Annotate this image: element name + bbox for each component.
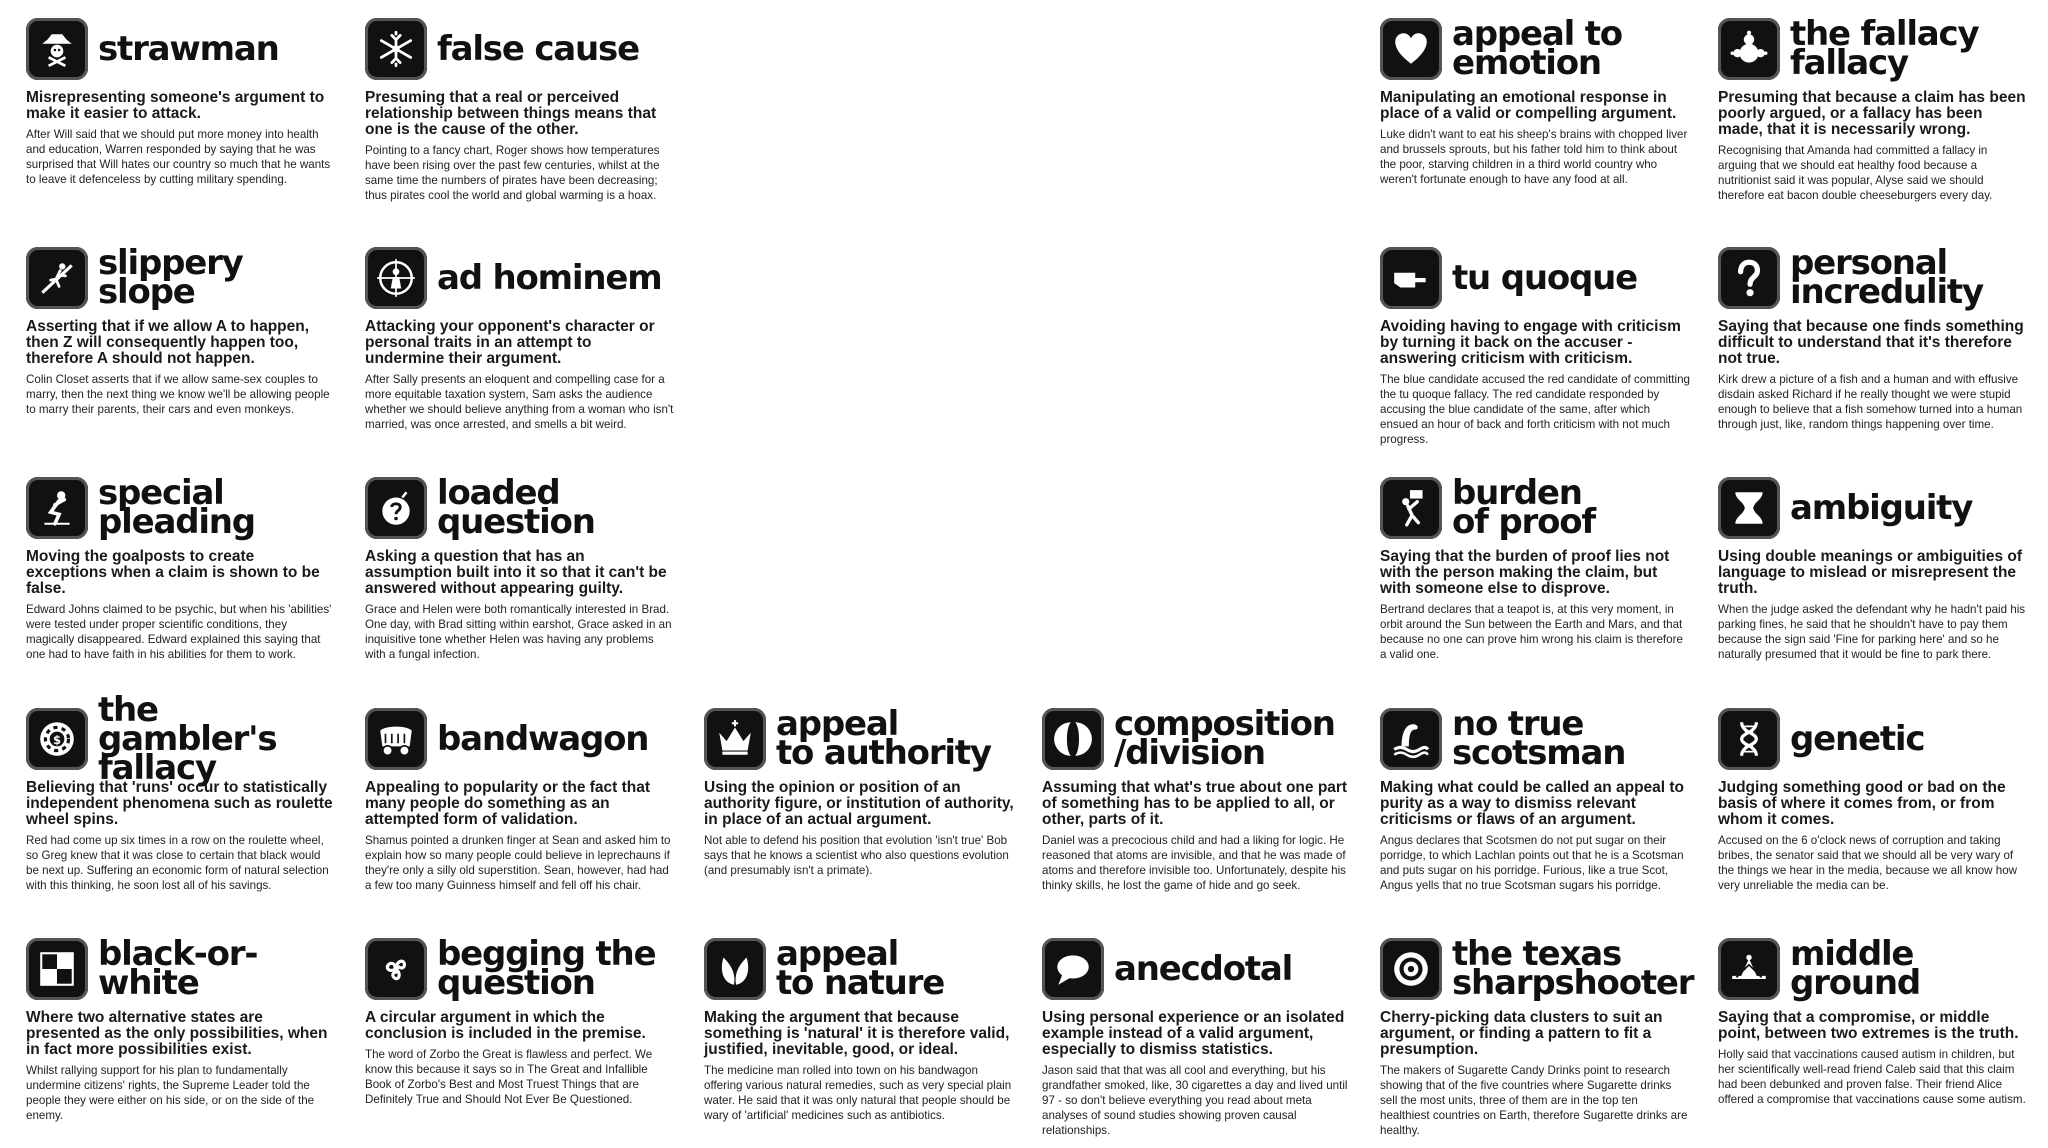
strawman-icon bbox=[26, 18, 88, 80]
dna-icon bbox=[1718, 708, 1780, 770]
fallacy-example: Bertrand declares that a teapot is, at this very moment, in orbit around the Sun between the Earth and Mars, and that because no one can prove him wrong his claim is therefore a valid one. bbox=[1380, 603, 1683, 661]
fallacy-title: slippery slope bbox=[98, 243, 243, 312]
fallacy-definition: Attacking your opponent's character or personal traits in an attempt to undermine their argument. bbox=[365, 318, 655, 367]
fallacy-title: tu quoque bbox=[1452, 257, 1637, 298]
fallacy-example: Recognising that Amanda had committed a fallacy in arguing that we should eat healthy food because a nutritionist said it was popular, Alyse said we should therefore eat bacon double cheeseburgers every day. bbox=[1718, 144, 1993, 202]
fallacy-definition: Making the argument that because something is 'natural' it is therefore valid, justified, inevitable, good, or ideal. bbox=[704, 1009, 1010, 1058]
svg-text:$: $ bbox=[52, 733, 62, 748]
fractal-icon bbox=[1718, 18, 1780, 80]
fallacy-example: Pointing to a fancy chart, Roger shows how temperatures have been rising over the past few centuries, whilst at the same time the numbers of pirates have been decreasing; thus pirates cool the world and global warming is a hoax. bbox=[365, 144, 660, 202]
fallacy-card-the-fallacy-fallacy bbox=[1718, 16, 2028, 203]
loch-ness-icon bbox=[1380, 708, 1442, 770]
crown-icon bbox=[704, 708, 766, 770]
fallacy-example: The blue candidate accused the red candidate of committing the tu quoque fallacy. The red candidate responded by accusing the blue candidate of the same, after which ensued an hour of back and forth criticism with not much progress. bbox=[1380, 373, 1691, 446]
fallacy-example: The makers of Sugarette Candy Drinks point to research showing that of the five countries where Sugarette drinks sell the most units, three of them are in the top ten healthiest countries on Earth, therefore Sugarette drinks are healthy. bbox=[1380, 1064, 1688, 1137]
fallacy-card-ambiguity bbox=[1718, 475, 2028, 662]
fallacy-title: begging the question bbox=[437, 934, 656, 1003]
wagon-icon bbox=[365, 708, 427, 770]
checker-icon bbox=[26, 938, 88, 1000]
fallacy-example: Jason said that that was all cool and everything, but his grandfather smoked, like, 30 cigarettes a day and lived until 97 - so don't believe everything you read about meta analyses of sound studies showing proven causal relationships. bbox=[1042, 1064, 1348, 1137]
speech-bubble-icon bbox=[1042, 938, 1104, 1000]
fallacy-example: Grace and Helen were both romantically interested in Brad. One day, with Brad sitting within earshot, Grace asked in an inquisitive tone whether Helen was having any problems with a fungal infection. bbox=[365, 603, 672, 661]
fallacy-title: no true scotsman bbox=[1452, 704, 1626, 773]
fallacy-card-the-texas-sharpshooter bbox=[1380, 934, 1694, 1138]
fallacy-title: anecdotal bbox=[1114, 948, 1293, 989]
fallacy-title: black-or-white bbox=[98, 934, 258, 1003]
pointing-hand-icon bbox=[1380, 247, 1442, 309]
fallacy-card-special-pleading bbox=[26, 475, 336, 662]
fallacy-title: strawman bbox=[98, 28, 279, 69]
fallacy-card-bandwagon bbox=[365, 706, 675, 893]
fallacy-definition: Making what could be called an appeal to purity as a way to dismiss relevant criticisms or flaws of an argument. bbox=[1380, 779, 1685, 828]
fallacy-title: bandwagon bbox=[437, 718, 649, 759]
fallacy-card-slippery-slope bbox=[26, 245, 336, 417]
fallacy-card-the-gamblers-fallacy bbox=[26, 689, 336, 893]
fallacy-title: loaded question bbox=[437, 473, 595, 542]
fallacy-definition: Asserting that if we allow A to happen, then Z will consequently happen too, therefore A should not happen. bbox=[26, 318, 310, 367]
fallacy-example: Daniel was a precocious child and had a liking for logic. He reasoned that atoms are invisible, and that he was made of atoms and therefore invisible too. Unfortunately, despite his thinky skills, he lost the game of hide and go seek. bbox=[1042, 834, 1346, 892]
fallacy-example: Colin Closet asserts that if we allow same-sex couples to marry, then the next thing we know we'll be allowing people to marry their parents, their cars and even monkeys. bbox=[26, 373, 330, 416]
fallacy-example: Angus declares that Scotsmen do not put sugar on their porridge, to which Lachlan points out that he is a Scotsman and puts sugar on his porridge. Furious, like a true Scot, Angus yells that no true Scotsman sugars his porridge. bbox=[1380, 834, 1684, 892]
fallacy-example: Accused on the 6 o'clock news of corruption and taking bribes, the senator said that we should all be very wary of the things we hear in the media, because we all know how very unreliable the media can be. bbox=[1718, 834, 2018, 892]
fallacy-definition: Using double meanings or ambiguities of language to mislead or misrepresent the truth. bbox=[1718, 548, 2022, 597]
triskelion-icon bbox=[365, 938, 427, 1000]
fallacy-definition: Asking a question that has an assumption built into it so that it can't be answered without appearing guilty. bbox=[365, 548, 667, 597]
fallacy-title: ad hominem bbox=[437, 257, 662, 298]
fallacy-example: Holly said that vaccinations caused autism in children, but her scientifically well-read friend Caleb said that this claim had been debunked and proven false. Their friend Alice offered a compromise that vaccinations cause some autism. bbox=[1718, 1048, 2026, 1106]
kneeling-figure-icon bbox=[26, 477, 88, 539]
fallacy-card-appeal-to-nature bbox=[704, 936, 1014, 1123]
fallacy-definition: Moving the goalposts to create exceptions when a claim is shown to be false. bbox=[26, 548, 320, 597]
fallacy-definition: Where two alternative states are presented as the only possibilities, when in fact more possibilities exist. bbox=[26, 1009, 328, 1058]
crosshair-icon bbox=[365, 247, 427, 309]
fallacy-title: personal incredulity bbox=[1790, 243, 1983, 312]
fallacy-definition: Saying that the burden of proof lies not with the person making the claim, but with someone else to disprove. bbox=[1380, 548, 1670, 597]
fallacy-definition: Assuming that what's true about one part of something has to be applied to all, or other, parts of it. bbox=[1042, 779, 1348, 828]
fallacy-card-personal-incredulity bbox=[1718, 245, 2028, 432]
fallacy-title: appeal to authority bbox=[776, 704, 991, 773]
fallacy-title: appeal to nature bbox=[776, 934, 945, 1003]
fallacy-card-black-or-white bbox=[26, 936, 336, 1123]
fallacy-card-appeal-to-authority bbox=[704, 706, 1014, 878]
slippery-slope-icon bbox=[26, 247, 88, 309]
fallacy-card-strawman bbox=[26, 16, 336, 187]
fallacy-definition: Manipulating an emotional response in place of a valid or compelling argument. bbox=[1380, 89, 1677, 122]
fallacy-example: After Sally presents an eloquent and compelling case for a more equitable taxation system, Sam asks the audience whether we should believe anything from a woman who isn't married, was once arrested, and smells a bit weird. bbox=[365, 373, 674, 431]
fallacy-example: Kirk drew a picture of a fish and a human and with effusive disdain asked Richard if he really thought we were stupid enough to believe that a fish somehow turned into a human through just, like, random things happening over time. bbox=[1718, 373, 2023, 431]
fallacy-card-ad-hominem bbox=[365, 245, 675, 432]
fallacy-example: Luke didn't want to eat his sheep's brains with chopped liver and brussels sprouts, but his father told him to think about the poor, starving children in a third world country who weren't fortunate enough to have any food at all. bbox=[1380, 128, 1688, 186]
fallacy-card-begging-the-question bbox=[365, 936, 675, 1107]
fallacy-card-genetic bbox=[1718, 706, 2028, 893]
fallacy-definition: Using personal experience or an isolated example instead of a valid argument, especially to dismiss statistics. bbox=[1042, 1009, 1345, 1058]
casino-chip-icon bbox=[26, 708, 88, 770]
fallacy-card-appeal-to-emotion bbox=[1380, 16, 1690, 187]
fallacy-card-tu-quoque bbox=[1380, 245, 1690, 447]
fallacy-title: burden of proof bbox=[1452, 473, 1596, 542]
leaf-icon bbox=[704, 938, 766, 1000]
fallacy-definition: Misrepresenting someone's argument to make it easier to attack. bbox=[26, 89, 325, 122]
fallacy-definition: Avoiding having to engage with criticism by turning it back on the accuser - answering criticism with criticism. bbox=[1380, 318, 1681, 367]
fallacy-title: appeal to emotion bbox=[1452, 14, 1622, 83]
fallacy-card-loaded-question bbox=[365, 475, 675, 662]
fallacy-card-no-true-scotsman bbox=[1380, 706, 1690, 893]
heart-icon bbox=[1380, 18, 1442, 80]
fallacy-example: The word of Zorbo the Great is flawless and perfect. We know this because it says so in The Great and Infallible Book of Zorbo's Best and Most Truest Things that are Definitely True and Should Not Ever Be Questioned. bbox=[365, 1048, 653, 1106]
fallacy-definition: Saying that because one finds something difficult to understand that it's therefore not true. bbox=[1718, 318, 2024, 367]
fallacy-example: After Will said that we should put more money into health and education, Warren responded by saying that he was surprised that Will hates our country so much that he wants to leave it defenceless by cutting military spending. bbox=[26, 128, 331, 186]
fallacy-title: the fallacy fallacy bbox=[1790, 14, 1979, 83]
snowflake-icon bbox=[365, 18, 427, 80]
fallacy-title: middle ground bbox=[1790, 934, 1921, 1003]
balance-icon bbox=[1718, 938, 1780, 1000]
fallacy-title: ambiguity bbox=[1790, 487, 1973, 528]
target-icon bbox=[1380, 938, 1442, 1000]
fallacy-title: the texas sharpshooter bbox=[1452, 934, 1694, 1003]
fallacy-definition: Believing that 'runs' occur to statistically independent phenomena such as roulette wheel spins. bbox=[26, 779, 333, 828]
question-bomb-icon bbox=[365, 477, 427, 539]
question-mark-icon bbox=[1718, 247, 1780, 309]
fallacy-card-middle-ground bbox=[1718, 936, 2028, 1107]
split-circle-icon bbox=[1042, 708, 1104, 770]
vase-faces-icon bbox=[1718, 477, 1780, 539]
fallacy-title: composition /division bbox=[1114, 704, 1335, 773]
fallacy-example: Whilst rallying support for his plan to fundamentally undermine citizens' rights, the Supreme Leader told the people they were either on his side, or on the side of the enemy. bbox=[26, 1064, 315, 1122]
fallacy-definition: Presuming that because a claim has been poorly argued, or a fallacy has been made, that it is necessarily wrong. bbox=[1718, 89, 2026, 138]
fallacy-example: Not able to defend his position that evolution 'isn't true' Bob says that he knows a scientist who also questions evolution (and presumably isn't a primate). bbox=[704, 834, 1009, 877]
falling-figure-icon bbox=[1380, 477, 1442, 539]
fallacy-card-burden-of-proof bbox=[1380, 475, 1690, 662]
fallacy-definition: Presuming that a real or perceived relationship between things means that one is the cause of the other. bbox=[365, 89, 657, 138]
fallacy-definition: Appealing to popularity or the fact that many people do something as an attempted form of validation. bbox=[365, 779, 651, 828]
fallacy-title: special pleading bbox=[98, 473, 255, 542]
fallacy-definition: A circular argument in which the conclusion is included in the premise. bbox=[365, 1009, 646, 1042]
fallacy-title: the gambler's fallacy bbox=[98, 689, 277, 788]
fallacy-card-false-cause bbox=[365, 16, 675, 203]
fallacy-definition: Saying that a compromise, or middle point, between two extremes is the truth. bbox=[1718, 1009, 2019, 1042]
fallacy-example: Red had come up six times in a row on the roulette wheel, so Greg knew that it was close to certain that black would be next up. Suffering an economic form of natural selection with this thinking, he soon lost all of his savings. bbox=[26, 834, 329, 892]
fallacy-example: When the judge asked the defendant why he hadn't paid his parking fines, he said that he shouldn't have to pay them because the sign said 'Fine for parking here' and so he naturally presumed that it would be fine to park there. bbox=[1718, 603, 2026, 661]
fallacy-definition: Cherry-picking data clusters to suit an argument, or finding a pattern to fit a presumption. bbox=[1380, 1009, 1663, 1058]
fallacy-definition: Judging something good or bad on the basis of where it comes from, or from whom it comes. bbox=[1718, 779, 2006, 828]
fallacy-example: Shamus pointed a drunken finger at Sean and asked him to explain how so many people could believe in leprechauns if they're only a silly old superstition. Sean, however, had had a few too many Guinness himself and fell off his chair. bbox=[365, 834, 671, 892]
fallacy-title: genetic bbox=[1790, 718, 1925, 759]
fallacy-example: The medicine man rolled into town on his bandwagon offering various natural remedies, such as very special plain water. He said that it was only natural that people should be wary of 'artificial' medicines such as antibiotics. bbox=[704, 1064, 1012, 1122]
fallacy-card-anecdotal bbox=[1042, 936, 1352, 1138]
fallacy-card-composition-division bbox=[1042, 706, 1352, 893]
fallacy-title: false cause bbox=[437, 28, 639, 69]
fallacy-example: Edward Johns claimed to be psychic, but when his 'abilities' were tested under proper scientific conditions, they magically disappeared. Edward explained this saying that one had to have faith in his abilities for them to work. bbox=[26, 603, 332, 661]
fallacy-definition: Using the opinion or position of an authority figure, or institution of authority, in place of an actual argument. bbox=[704, 779, 1014, 828]
